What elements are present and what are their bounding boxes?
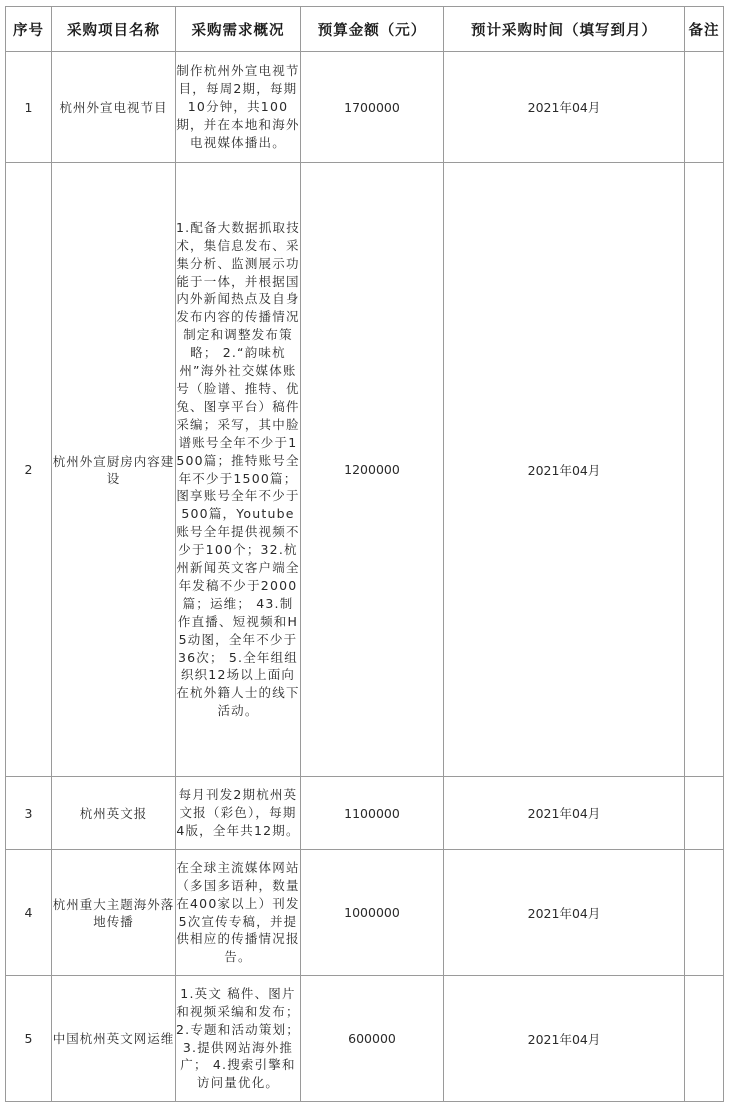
row-seq: 5 <box>6 976 52 1102</box>
row-procurement-time: 2021年04月 <box>444 163 685 777</box>
table-header-row <box>6 7 724 52</box>
table-row <box>6 163 724 777</box>
header-remarks: 备注 <box>685 7 724 52</box>
row-project-name: 杭州外宣厨房内容建设 <box>52 163 176 777</box>
row-requirement-summary: 1.英文 稿件、图片和视频采编和发布； 2.专题和活动策划； 3.提供网站海外推广； 4.搜索引擎和访问量优化。 <box>176 976 301 1102</box>
row-project-name: 杭州外宣电视节目 <box>52 52 176 163</box>
row-procurement-time: 2021年04月 <box>444 850 685 976</box>
header-budget: 预算金额（元） <box>301 7 444 52</box>
row-budget: 1100000 <box>301 777 444 850</box>
row-remarks <box>685 976 724 1102</box>
row-project-name: 中国杭州英文网运维 <box>52 976 176 1102</box>
row-remarks <box>685 163 724 777</box>
row-seq: 1 <box>6 52 52 163</box>
row-budget: 600000 <box>301 976 444 1102</box>
header-procurement-time: 预计采购时间（填写到月） <box>444 7 685 52</box>
header-requirement-summary: 采购需求概况 <box>176 7 301 52</box>
row-budget: 1200000 <box>301 163 444 777</box>
row-seq: 3 <box>6 777 52 850</box>
table-row <box>6 52 724 163</box>
row-project-name: 杭州英文报 <box>52 777 176 850</box>
table-row <box>6 976 724 1102</box>
row-budget: 1700000 <box>301 52 444 163</box>
procurement-plan-document <box>5 6 724 1102</box>
row-requirement-summary: 制作杭州外宣电视节目，每周2期，每期10分钟，共100期，并在本地和海外电视媒体播出。 <box>176 52 301 163</box>
row-budget: 1000000 <box>301 850 444 976</box>
row-seq: 2 <box>6 163 52 777</box>
row-requirement-summary: 每月刊发2期杭州英文报（彩色），每期4版，全年共12期。 <box>176 777 301 850</box>
procurement-table <box>5 6 724 1102</box>
table-row <box>6 777 724 850</box>
row-remarks <box>685 777 724 850</box>
row-remarks <box>685 850 724 976</box>
row-seq: 4 <box>6 850 52 976</box>
header-project-name: 采购项目名称 <box>52 7 176 52</box>
row-procurement-time: 2021年04月 <box>444 777 685 850</box>
table-row <box>6 850 724 976</box>
row-requirement-summary: 在全球主流媒体网站（多国多语种，数量在400家以上）刊发5次宣传专稿，并提供相应的传播情况报告。 <box>176 850 301 976</box>
row-procurement-time: 2021年04月 <box>444 976 685 1102</box>
header-seq: 序号 <box>6 7 52 52</box>
row-project-name: 杭州重大主题海外落地传播 <box>52 850 176 976</box>
row-requirement-summary: 1.配备大数据抓取技术，集信息发布、采集分析、监测展示功能于一体，并根据国内外新闻热点及自身发布内容的传播情况制定和调整发布策略； 2.“韵味杭州”海外社交媒体账号（脸谱、推特、优兔、图享平台）稿件采编；采写，其中脸谱账号全年不少于1500篇；推特账号全年不少于1500篇；图享账号全年不少于500篇，Youtube账号全年提供视频不少于100个；32.杭州新闻英文客户端全年发稿不少于2000篇；运维； 43.制作直播、短视频和H5动图，全年不少于36次； 5.全年组组织织12场以上面向在杭外籍人士的线下活动。 <box>176 163 301 777</box>
row-procurement-time: 2021年04月 <box>444 52 685 163</box>
row-remarks <box>685 52 724 163</box>
